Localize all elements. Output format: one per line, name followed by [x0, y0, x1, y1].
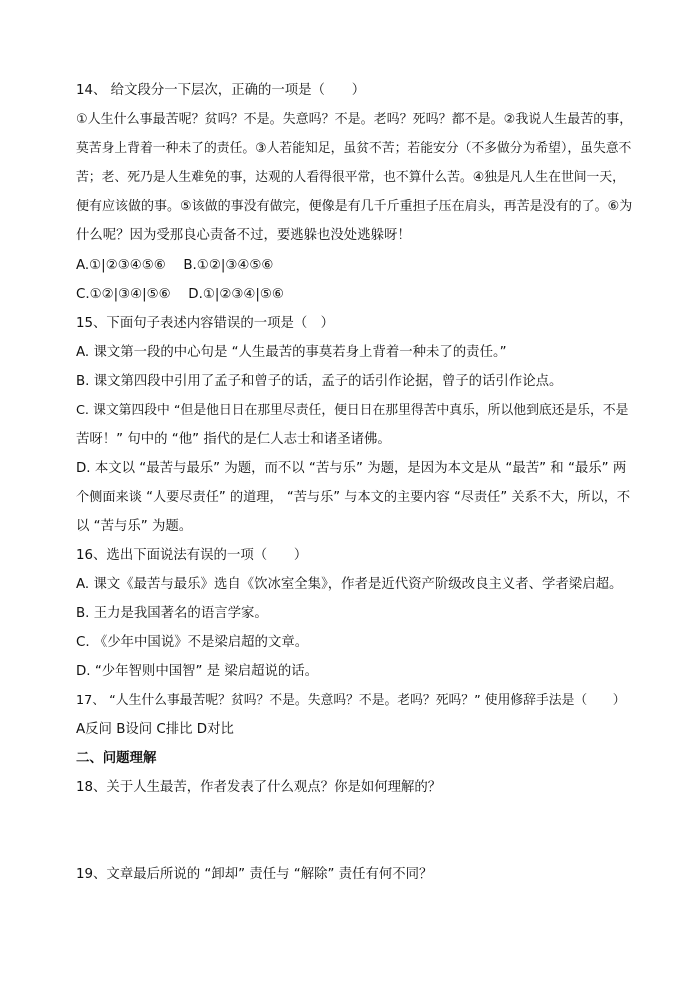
q14-options-row-1: A.①|②③④⑤⑥ B.①②|③④⑤⑥ — [76, 258, 274, 273]
section-title: 二、问题理解 — [76, 751, 157, 766]
q14-passage-line-1: ①人生什么事最苦呢？贫吗？不是。失意吗？不是。老吗？死吗？都不是。②我说人生最苦的事， — [76, 112, 633, 127]
q15-option-c-line-2: 苦呀！” 句中的 “他” 指代的是仁人志士和诸圣诸佛。 — [76, 432, 391, 447]
q15-option-a: A. 课文第一段的中心句是 “人生最苦的事莫若身上背着一种未了的责任。” — [76, 345, 507, 360]
q16-option-d: D. “少年智则中国智” 是 梁启超说的话。 — [76, 664, 319, 679]
q16-option-c: C. 《少年中国说》不是梁启超的文章。 — [76, 635, 309, 650]
q15-option-d-line-2: 个侧面来谈 “人要尽责任” 的道理， “苦与乐” 与本文的主要内容 “尽责任” 关系不大，所以，不 — [76, 490, 631, 505]
q17-options: A反问 B设问 C排比 D对比 — [76, 722, 234, 737]
q15-option-b: B. 课文第四段中引用了孟子和曾子的话，孟子的话引作论据，曾子的话引作论点。 — [76, 374, 563, 389]
q14-passage-line-5: 什么呢？因为受那良心责备不过，要逃躲也没处逃躲呀！ — [76, 228, 411, 243]
q17-stem: 17、 “人生什么事最苦呢？贫吗？不是。失意吗？不是。老吗？死吗？” 使用修辞手法是（ ） — [76, 693, 626, 708]
q15-option-d-line-3: 以 “苦与乐” 为题。 — [76, 519, 193, 534]
q16-option-a: A. 课文《最苦与最乐》选自《饮冰室全集》，作者是近代资产阶级改良主义者、学者梁启超。 — [76, 577, 623, 592]
q14-passage-line-2: 莫苦身上背着一种未了的责任。③人若能知足，虽贫不苦；若能安分（不多做分为希望），虽失意不 — [76, 141, 632, 156]
q15-option-c-line-1: C. 课文第四段中 “但是他日日在那里尽责任，便日日在那里得苦中真乐，所以他到底还是乐，不是 — [76, 403, 629, 418]
q14-passage-line-3: 苦；老、死乃是人生难免的事，达观的人看得很平常，也不算什么苦。④独是凡人生在世间一天， — [76, 170, 625, 185]
q14-stem: 14、 给文段分一下层次，正确的一项是（ ） — [76, 83, 366, 98]
q15-stem: 15、下面句子表述内容错误的一项是（ ） — [76, 316, 335, 331]
q14-options-row-2: C.①②|③④|⑤⑥ D.①|②③④|⑤⑥ — [76, 287, 284, 302]
q18-stem: 18、关于人生最苦，作者发表了什么观点？你是如何理解的？ — [76, 780, 442, 795]
q14-passage-line-4: 便有应该做的事。⑤该做的事没有做完，便像是有几千斤重担子压在肩头，再苦是没有的了。⑥为 — [76, 199, 633, 214]
q16-option-b: B. 王力是我国著名的语言学家。 — [76, 606, 268, 621]
q16-stem: 16、选出下面说法有误的一项（ ） — [76, 548, 308, 563]
q15-option-d-line-1: D. 本文以 “最苦与最乐” 为题，而不以 “苦与乐” 为题，是因为本文是从 “最苦” 和 “最乐” 两 — [76, 461, 627, 476]
q19-stem: 19、文章最后所说的 “卸却” 责任与 “解除” 责任有何不同？ — [76, 867, 433, 882]
